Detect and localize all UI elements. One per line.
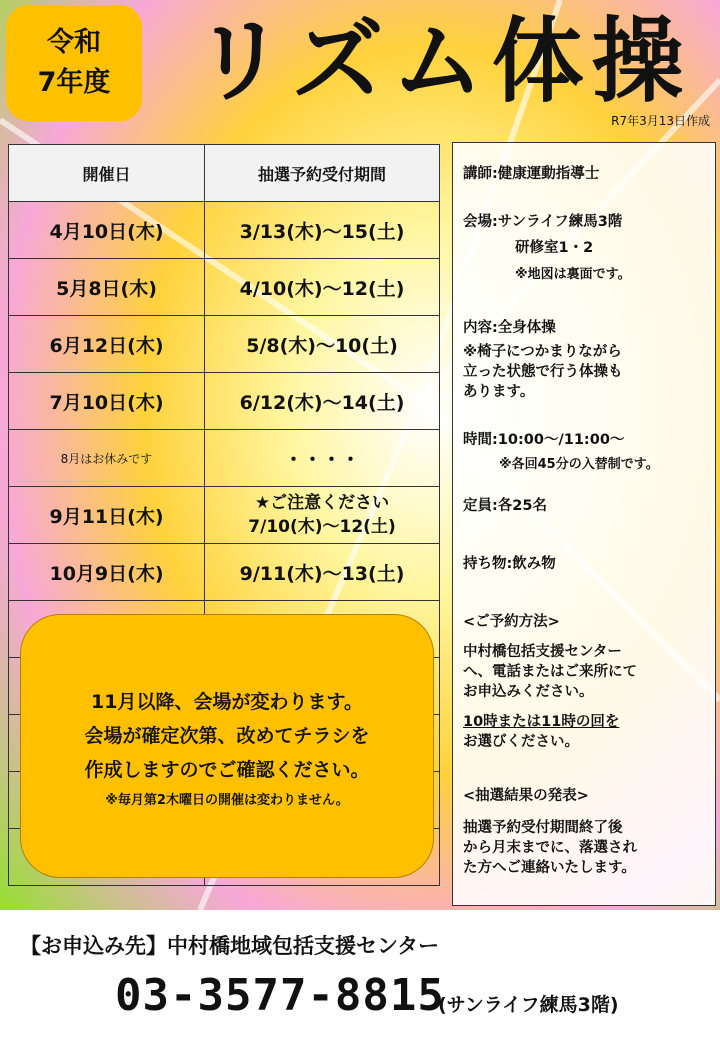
table-row bbox=[9, 544, 440, 601]
phone-number: 03-3577-8815 bbox=[115, 970, 445, 1021]
period-value: 7/10(木)～12(土) bbox=[248, 517, 396, 537]
row-date: 5月8日(木) bbox=[9, 259, 205, 316]
reserve-text: へ、電話またはご来所にて bbox=[463, 664, 637, 680]
row-period: 3/13(木)～15(土) bbox=[205, 202, 440, 259]
result-text: から月末までに、落選され bbox=[463, 840, 637, 856]
contact-label: 【お申込み先】中村橋地域包括支援センター bbox=[20, 934, 440, 958]
created-date: R7年3月13日作成 bbox=[611, 114, 710, 128]
reserve-text: 10時または11時の回を bbox=[463, 714, 620, 730]
notice-line2: 会場が確定次第、改めてチラシを bbox=[84, 724, 370, 747]
row-date: 7月10日(木) bbox=[9, 373, 205, 430]
row-date: 8月はお休みです bbox=[9, 430, 205, 487]
row-date: 4月10日(木) bbox=[9, 202, 205, 259]
phone-location: (サンライフ練馬3階) bbox=[438, 994, 619, 1016]
venue-change-notice bbox=[20, 614, 434, 878]
reserve-heading: <ご予約方法> bbox=[463, 614, 560, 630]
table-row bbox=[9, 259, 440, 316]
result-heading: <抽選結果の発表> bbox=[463, 788, 589, 804]
row-period bbox=[205, 487, 440, 544]
venue-map-note: ※地図は裏面です。 bbox=[515, 267, 631, 282]
header-date: 開催日 bbox=[9, 145, 205, 202]
badge-line2: 7年度 bbox=[37, 67, 111, 98]
reserve-text: 中村橋包括支援センター bbox=[463, 644, 622, 660]
venue-room: 研修室1・2 bbox=[515, 240, 594, 256]
table-row bbox=[9, 487, 440, 544]
badge-line1: 令和 bbox=[47, 27, 101, 58]
header-period: 抽選予約受付期間 bbox=[205, 145, 440, 202]
instructor: 講師:健康運動指導士 bbox=[463, 166, 600, 182]
row-period: 4/10(木)～12(土) bbox=[205, 259, 440, 316]
time-note: ※各回45分の入替制です。 bbox=[499, 457, 659, 472]
belongings: 持ち物:飲み物 bbox=[463, 556, 556, 572]
table-header-row bbox=[9, 145, 440, 202]
notice-line4: ※毎月第2木曜日の開催は変わりません。 bbox=[105, 792, 349, 808]
table-row bbox=[9, 202, 440, 259]
row-date: 10月9日(木) bbox=[9, 544, 205, 601]
venue: 会場:サンライフ練馬3階 bbox=[463, 214, 623, 230]
content-note: あります。 bbox=[463, 384, 535, 400]
row-period: ・・・・ bbox=[205, 430, 440, 487]
period-note: ★ご注意ください bbox=[254, 493, 390, 513]
table-row bbox=[9, 430, 440, 487]
content: 内容:全身体操 bbox=[463, 320, 556, 336]
content-note: ※椅子につかまりながら bbox=[463, 344, 622, 360]
page-title: リズム体操 bbox=[193, 8, 692, 115]
row-period: 9/11(木)～13(土) bbox=[205, 544, 440, 601]
row-period: 5/8(木)～10(土) bbox=[205, 316, 440, 373]
table-row bbox=[9, 316, 440, 373]
row-period: 6/12(木)～14(土) bbox=[205, 373, 440, 430]
reserve-text: お選びください。 bbox=[463, 734, 579, 750]
row-date: 6月12日(木) bbox=[9, 316, 205, 373]
result-text: 抽選予約受付期間終了後 bbox=[463, 820, 623, 836]
table-row bbox=[9, 373, 440, 430]
info-panel bbox=[452, 142, 716, 906]
reserve-text: お申込みください。 bbox=[463, 684, 594, 700]
year-badge bbox=[6, 5, 142, 121]
time: 時間:10:00～/11:00～ bbox=[463, 432, 625, 448]
notice-line3: 作成しますのでご確認ください。 bbox=[84, 758, 370, 781]
notice-line1: 11月以降、会場が変わります。 bbox=[91, 690, 363, 713]
row-date: 9月11日(木) bbox=[9, 487, 205, 544]
result-text: た方へご連絡いたします。 bbox=[463, 860, 636, 876]
capacity: 定員:各25名 bbox=[463, 498, 547, 514]
content-note: 立った状態で行う体操も bbox=[463, 364, 623, 380]
